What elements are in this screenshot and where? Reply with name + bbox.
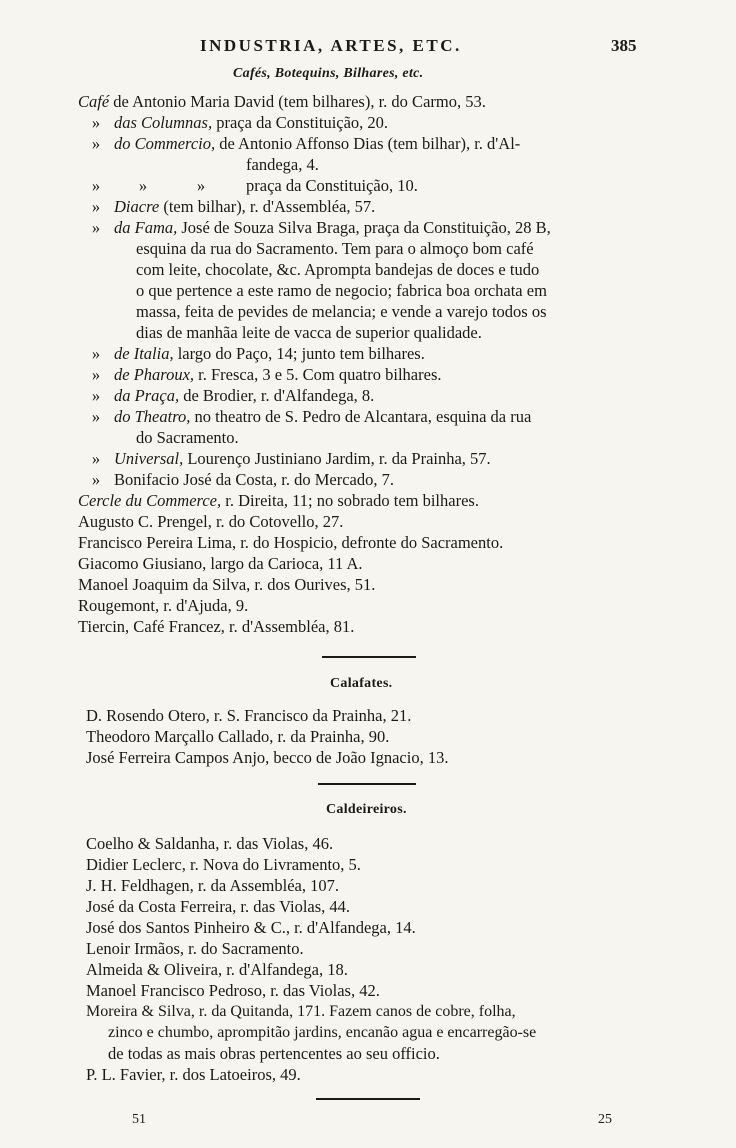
entry-line-continuation: de todas as mais obras pertencentes ao seu officio. bbox=[108, 1044, 440, 1063]
section-divider bbox=[318, 783, 416, 785]
entry-line: » de Italia, largo do Paço, 14; junto tem bilhares. bbox=[91, 344, 425, 363]
entry-line: J. H. Feldhagen, r. da Assembléa, 107. bbox=[86, 876, 339, 895]
entry-line: José Ferreira Campos Anjo, becco de João Ignacio, 13. bbox=[86, 748, 449, 767]
entry-line: Cercle du Commerce, r. Direita, 11; no sobrado tem bilhares. bbox=[78, 491, 479, 510]
section-title-cafes: Cafés, Botequins, Bilhares, etc. bbox=[233, 66, 424, 81]
page-number: 385 bbox=[611, 36, 637, 55]
entry-line-continuation: fandega, 4. bbox=[246, 155, 319, 174]
entry-line: Giacomo Giusiano, largo da Carioca, 11 A. bbox=[78, 554, 363, 573]
entry-line: » Bonifacio José da Costa, r. do Mercado, 7. bbox=[91, 470, 394, 489]
entry-line: Moreira & Silva, r. da Quitanda, 171. Fazem canos de cobre, folha, bbox=[86, 1003, 516, 1020]
section-title-calafates: Calafates. bbox=[330, 676, 393, 691]
entry-line-continuation: massa, feita de pevides de melancia; e vende a varejo todos os bbox=[136, 302, 547, 321]
sheet-count: 25 bbox=[598, 1112, 612, 1127]
signature-mark: 51 bbox=[132, 1112, 146, 1127]
entry-line: Coelho & Saldanha, r. das Violas, 46. bbox=[86, 834, 334, 853]
entry-line: » de Pharoux, r. Fresca, 3 e 5. Com quatro bilhares. bbox=[91, 365, 442, 384]
entry-line: » da Praça, de Brodier, r. d'Alfandega, 8. bbox=[91, 386, 375, 405]
entry-line: Theodoro Marçallo Callado, r. da Prainha, 90. bbox=[86, 727, 390, 746]
section-title-caldeireiros: Caldeireiros. bbox=[326, 802, 407, 817]
entry-line: P. L. Favier, r. dos Latoeiros, 49. bbox=[86, 1065, 301, 1084]
entry-line: Almeida & Oliveira, r. d'Alfandega, 18. bbox=[86, 960, 348, 979]
entry-line: » Universal, Lourenço Justiniano Jardim, r. da Prainha, 57. bbox=[91, 449, 491, 468]
entry-line: » Diacre (tem bilhar), r. d'Assembléa, 57. bbox=[91, 197, 376, 216]
end-divider bbox=[316, 1098, 420, 1100]
entry-line: Francisco Pereira Lima, r. do Hospicio, defronte do Sacramento. bbox=[78, 533, 504, 552]
entry-line: Café de Antonio Maria David (tem bilhares), r. do Carmo, 53. bbox=[78, 92, 486, 111]
entry-line: Didier Leclerc, r. Nova do Livramento, 5. bbox=[86, 855, 361, 874]
running-header-title: INDUSTRIA, ARTES, ETC. bbox=[200, 36, 462, 55]
entry-line: Lenoir Irmãos, r. do Sacramento. bbox=[86, 939, 304, 958]
entry-line-continuation: zinco e chumbo, aprompitão jardins, encanão agua e encarregão-se bbox=[108, 1024, 537, 1041]
entry-line-continuation: com leite, chocolate, &c. Aprompta bandejas de doces e tudo bbox=[136, 260, 540, 279]
entry-line-continuation: dias de manhãa leite de vacca de superior qualidade. bbox=[136, 323, 482, 342]
entry-line-continuation: do Sacramento. bbox=[136, 428, 239, 447]
entry-line-continuation: o que pertence a este ramo de negocio; fabrica boa orchata em bbox=[136, 281, 547, 300]
entry-line: » do Theatro, no theatro de S. Pedro de Alcantara, esquina da rua bbox=[91, 407, 532, 426]
entry-line: » do Commercio, de Antonio Affonso Dias (tem bilhar), r. d'Al- bbox=[91, 134, 521, 153]
entry-line-continuation: esquina da rua do Sacramento. Tem para o almoço bom café bbox=[136, 239, 534, 258]
entry-line: José da Costa Ferreira, r. das Violas, 44. bbox=[86, 897, 351, 916]
entry-line: Augusto C. Prengel, r. do Cotovello, 27. bbox=[78, 512, 344, 531]
entry-line: Rougemont, r. d'Ajuda, 9. bbox=[78, 596, 249, 615]
entry-line: » » » praça da Constituição, 10. bbox=[91, 176, 418, 195]
entry-line: » das Columnas, praça da Constituição, 20. bbox=[91, 113, 389, 132]
section-divider bbox=[322, 656, 416, 658]
entry-line: D. Rosendo Otero, r. S. Francisco da Prainha, 21. bbox=[86, 706, 412, 725]
entry-line: Manoel Francisco Pedroso, r. das Violas, 42. bbox=[86, 981, 380, 1000]
entry-line: José dos Santos Pinheiro & C., r. d'Alfandega, 14. bbox=[86, 918, 416, 937]
entry-line: Tiercin, Café Francez, r. d'Assembléa, 81. bbox=[78, 617, 355, 636]
entry-line: » da Fama, José de Souza Silva Braga, praça da Constituição, 28 B, bbox=[91, 218, 551, 237]
entry-line: Manoel Joaquim da Silva, r. dos Ourives, 51. bbox=[78, 575, 376, 594]
